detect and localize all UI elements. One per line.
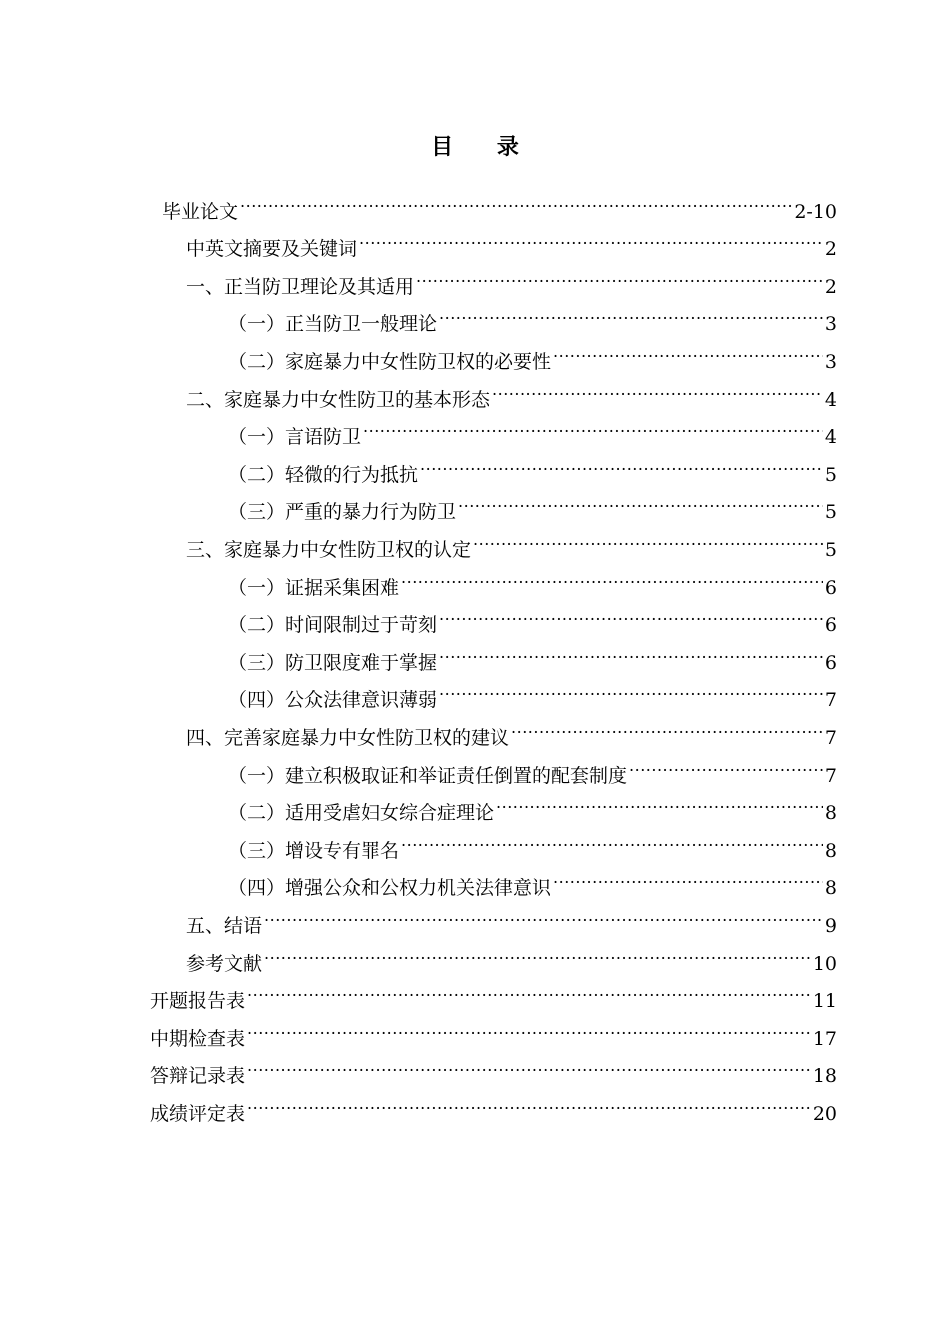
toc-entry-page: 9 xyxy=(824,914,837,937)
toc-leader-dots xyxy=(363,406,823,444)
toc-entry-label: 四、完善家庭暴力中女性防卫权的建议 xyxy=(186,726,510,749)
toc-leader-dots xyxy=(264,894,823,932)
toc-leader-dots xyxy=(247,1007,811,1045)
toc-entry[interactable] xyxy=(186,368,837,411)
toc-entry-page: 7 xyxy=(824,726,837,749)
toc-entry-label: （一）建立积极取证和举证责任倒置的配套制度 xyxy=(228,764,628,787)
toc-entry[interactable] xyxy=(228,631,837,674)
toc-entry-page: 6 xyxy=(824,651,837,674)
toc-leader-dots xyxy=(247,1082,811,1120)
toc-entry-label: 成绩评定表 xyxy=(150,1102,246,1125)
toc-entry-page: 10 xyxy=(812,952,837,975)
toc-entry-page: 8 xyxy=(824,839,837,862)
toc-leader-dots xyxy=(553,330,823,368)
toc-leader-dots xyxy=(240,180,792,218)
toc-entry-page: 7 xyxy=(824,764,837,787)
toc-leader-dots xyxy=(473,518,823,556)
toc-entry[interactable] xyxy=(186,218,837,261)
toc-leader-dots xyxy=(553,857,823,895)
toc-entry-label: 中期检查表 xyxy=(150,1027,246,1050)
toc-entry-page: 6 xyxy=(824,614,837,637)
toc-entry[interactable] xyxy=(162,180,837,223)
toc-leader-dots xyxy=(420,443,823,481)
toc-entry-page: 8 xyxy=(824,802,837,825)
toc-entry-page: 3 xyxy=(824,350,837,373)
toc-entry-label: （一）言语防卫 xyxy=(228,426,362,449)
toc-entry-page: 6 xyxy=(824,576,837,599)
toc-entry-label: 毕业论文 xyxy=(162,200,239,223)
toc-leader-dots xyxy=(511,706,823,744)
toc-leader-dots xyxy=(439,293,823,331)
toc-entry-label: （一）正当防卫一般理论 xyxy=(228,313,438,336)
toc-entry-page: 8 xyxy=(824,877,837,900)
toc-entry[interactable] xyxy=(186,255,837,298)
toc-entry-label: 参考文献 xyxy=(186,952,263,975)
toc-entry-label: （四）公众法律意识薄弱 xyxy=(228,689,438,712)
toc-entry[interactable] xyxy=(228,744,837,787)
toc-entry-page: 5 xyxy=(824,463,837,486)
toc-leader-dots xyxy=(492,368,823,406)
toc-entry[interactable] xyxy=(228,556,837,599)
toc-entry-page: 4 xyxy=(824,426,837,449)
toc-entry[interactable] xyxy=(228,406,837,449)
page-title: 目 录 xyxy=(431,134,537,160)
toc-entry-page: 17 xyxy=(812,1027,837,1050)
toc-entry-page: 20 xyxy=(812,1102,837,1125)
toc-entry-label: （三）严重的暴力行为防卫 xyxy=(228,501,457,524)
toc-leader-dots xyxy=(416,255,823,293)
toc-entry[interactable] xyxy=(186,518,837,561)
toc-entry[interactable] xyxy=(228,857,837,900)
toc-entry-page: 18 xyxy=(812,1065,837,1088)
toc-entry[interactable] xyxy=(150,1082,837,1125)
toc-entry-label: 一、正当防卫理论及其适用 xyxy=(186,275,415,298)
toc-entry[interactable] xyxy=(228,481,837,524)
toc-leader-dots xyxy=(458,481,823,519)
toc-entry-label: （二）家庭暴力中女性防卫权的必要性 xyxy=(228,350,552,373)
toc-entry-page: 3 xyxy=(824,313,837,336)
toc-leader-dots xyxy=(401,819,823,857)
toc-entry-label: 开题报告表 xyxy=(150,990,246,1013)
toc-leader-dots xyxy=(247,1045,811,1083)
toc-entry[interactable] xyxy=(228,330,837,373)
toc-entry-page: 4 xyxy=(824,388,837,411)
toc-leader-dots xyxy=(439,594,823,632)
toc-entry[interactable] xyxy=(228,443,837,486)
toc-entry-page: 7 xyxy=(824,689,837,712)
toc-entry-label: 五、结语 xyxy=(186,914,263,937)
toc-entry[interactable] xyxy=(150,1007,837,1050)
toc-entry[interactable] xyxy=(228,594,837,637)
toc-entry-label: （四）增强公众和公权力机关法律意识 xyxy=(228,877,552,900)
toc-entry-label: （二）轻微的行为抵抗 xyxy=(228,463,419,486)
toc-leader-dots xyxy=(264,932,811,970)
toc-entry-label: 二、家庭暴力中女性防卫的基本形态 xyxy=(186,388,491,411)
toc-entry[interactable] xyxy=(150,1045,837,1088)
toc-entry[interactable] xyxy=(228,819,837,862)
toc-entry-label: （一）证据采集困难 xyxy=(228,576,400,599)
toc-entry-label: （三）增设专有罪名 xyxy=(228,839,400,862)
toc-entry-label: 中英文摘要及关键词 xyxy=(186,238,358,261)
toc-entry[interactable] xyxy=(150,970,837,1013)
toc-entry-label: （二）适用受虐妇女综合症理论 xyxy=(228,802,495,825)
toc-entry-page: 2 xyxy=(824,275,837,298)
toc-entry[interactable] xyxy=(186,706,837,749)
toc-entry-label: 三、家庭暴力中女性防卫权的认定 xyxy=(186,538,472,561)
toc-entry-page: 5 xyxy=(824,538,837,561)
toc-entry[interactable] xyxy=(186,894,837,937)
toc-entry[interactable] xyxy=(228,669,837,712)
toc-entry-page: 5 xyxy=(824,501,837,524)
toc-entry[interactable] xyxy=(228,782,837,825)
toc-leader-dots xyxy=(247,970,811,1008)
toc-entry-label: 答辩记录表 xyxy=(150,1065,246,1088)
toc-leader-dots xyxy=(629,744,823,782)
toc-leader-dots xyxy=(496,782,823,820)
toc-leader-dots xyxy=(401,556,823,594)
toc-entry-page: 11 xyxy=(812,990,837,1013)
toc-leader-dots xyxy=(439,669,823,707)
toc-entry-label: （三）防卫限度难于掌握 xyxy=(228,651,438,674)
toc-leader-dots xyxy=(359,218,823,256)
toc-entry-page: 2-10 xyxy=(794,200,837,223)
toc-leader-dots xyxy=(439,631,823,669)
toc-entry-page: 2 xyxy=(824,238,837,261)
toc-entry[interactable] xyxy=(228,293,837,336)
toc-entry[interactable] xyxy=(186,932,837,975)
toc-entry-label: （二）时间限制过于苛刻 xyxy=(228,614,438,637)
